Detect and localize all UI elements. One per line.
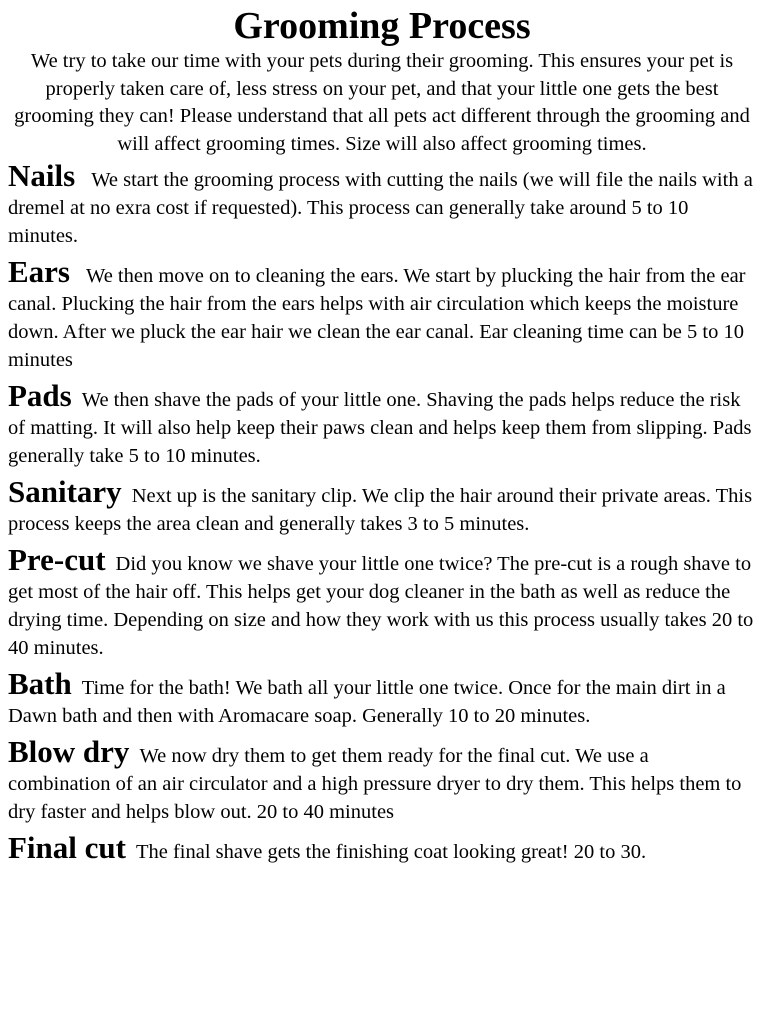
- document-page: [0, 6, 762, 1020]
- section-heading: Final cut: [8, 830, 126, 865]
- section-heading: Pads: [8, 378, 72, 413]
- section-heading: Bath: [8, 666, 72, 701]
- section-final-cut: [8, 830, 756, 866]
- section-text: The final shave gets the finishing coat looking great! 20 to 30.: [135, 841, 647, 863]
- section-nails: [8, 158, 756, 250]
- section-heading: Blow dry: [8, 734, 130, 769]
- section-heading: Ears: [8, 254, 70, 289]
- section-heading: Sanitary: [8, 474, 122, 509]
- section-text: We now dry them to get them ready for the final cut. We use a combination of an air circulator and a high pressure dryer to dry them. This helps them to dry faster and helps blow out. 20 to 40 minutes: [8, 745, 742, 823]
- section-pre-cut: [8, 542, 756, 662]
- section-sanitary: [8, 474, 756, 538]
- section-text: Next up is the sanitary clip. We clip the hair around their private areas. This process keeps the area clean and generally takes 3 to 5 minutes.: [8, 485, 753, 535]
- section-ears: [8, 254, 756, 374]
- intro-paragraph: We try to take our time with your pets during their grooming. This ensures your pet is properly taken care of, less stress on your pet, and that your little one gets the best grooming they can! Please understand that all pets act different through the grooming and will affect grooming times. Size will also affect grooming times.: [14, 50, 750, 155]
- section-text: Time for the bath! We bath all your little one twice. Once for the main dirt in a Dawn bath and then with Aromacare soap. Generally 10 to 20 minutes.: [8, 677, 726, 727]
- section-bath: [8, 666, 756, 730]
- page-title: Grooming Process: [233, 5, 531, 47]
- section-text: We then shave the pads of your little one. Shaving the pads helps reduce the risk of matting. It will also help keep their paws clean and helps keep them from slipping. Pads generally take 5 to 10 minutes.: [8, 389, 752, 467]
- section-heading: Pre-cut: [8, 542, 106, 577]
- section-pads: [8, 378, 756, 470]
- section-text: We then move on to cleaning the ears. We start by plucking the hair from the ear canal. Plucking the hair from the ears helps with air circulation which keeps the moisture down. After we pluck the ear hair we clean the ear canal. Ear cleaning time can be 5 to 10 minutes: [8, 265, 746, 371]
- section-text: Did you know we shave your little one twice? The pre-cut is a rough shave to get most of the hair off. This helps get your dog cleaner in the bath as well as reduce the drying time. Depending on size and how they work with us this process usually takes 20 to 40 minutes.: [8, 553, 754, 659]
- section-heading: Nails: [8, 158, 76, 193]
- section-text: We start the grooming process with cutting the nails (we will file the nails with a dremel at no exra cost if requested). This process can generally take around 5 to 10 minutes.: [8, 169, 753, 247]
- section-blow-dry: [8, 734, 756, 826]
